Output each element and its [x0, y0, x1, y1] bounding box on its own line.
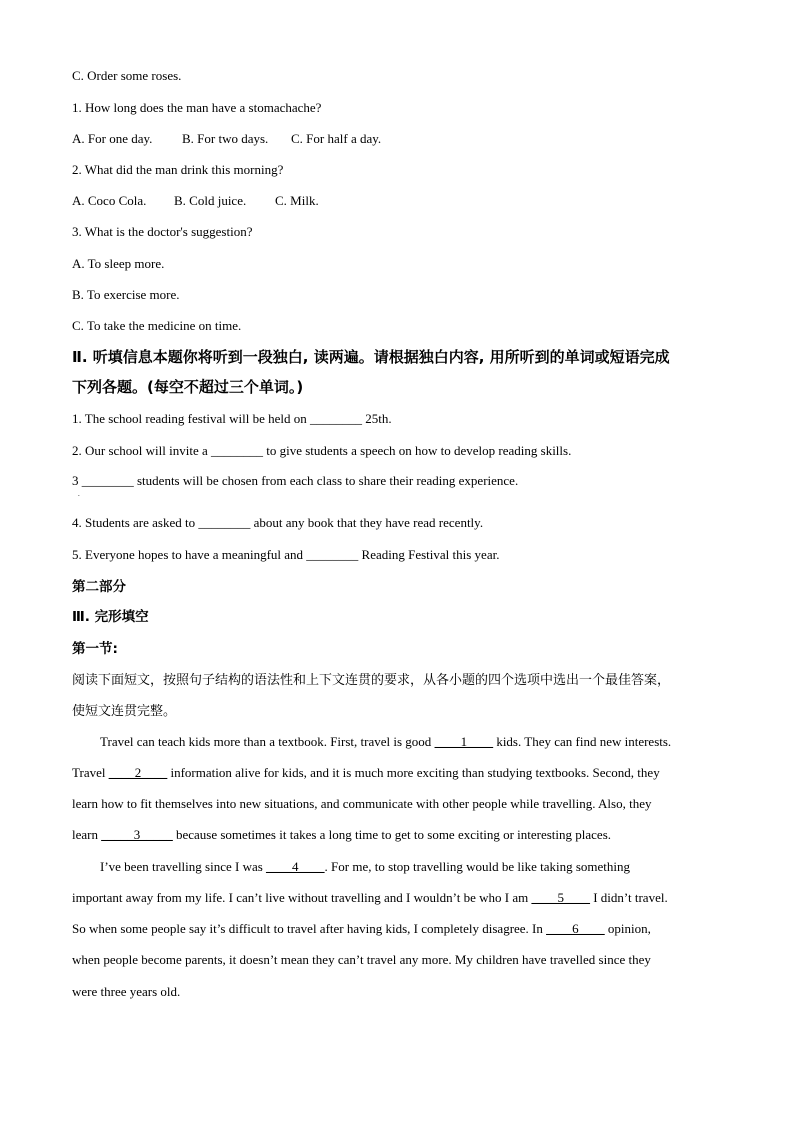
fill-item-2: 2. Our school will invite a ________ to give students a speech on how to develop reading skills.	[72, 443, 572, 458]
q2-option-b: B. Cold juice.	[174, 193, 247, 208]
question-2-options	[72, 193, 319, 209]
blank-5: ____5____	[531, 890, 590, 905]
question-2: 2. What did the man drink this morning?	[72, 162, 284, 177]
blank-1: ____1____	[434, 734, 494, 749]
q3-option-a: A. To sleep more.	[72, 256, 165, 271]
question-1-options	[72, 131, 381, 147]
instructions-line-2: 使短文连贯完整。	[72, 704, 177, 719]
passage-line: when people become parents, it doesn’t mean they can’t travel any more. My children have travelled since they	[72, 952, 651, 967]
stray-dot: .	[78, 490, 80, 498]
passage-line: I’ve been travelling since I was ____4____. For me, to stop travelling would be like taking something	[100, 859, 631, 874]
q2-option-c: C. Milk.	[275, 193, 319, 208]
q1-option-c: C. For half a day.	[291, 131, 382, 146]
q3-option-c: C. To take the medicine on time.	[72, 318, 242, 333]
blank-4: ____4____	[266, 859, 325, 874]
section-3-heading: Ⅲ. 完形填空	[72, 609, 149, 625]
section-2-heading-line-1: Ⅱ. 听填信息本题你将听到一段独白, 读两遍。请根据独白内容, 用所听到的单词或短语完成	[72, 348, 670, 366]
blank-2: ____2____	[108, 765, 168, 780]
q3-option-b: B. To exercise more.	[72, 287, 180, 302]
passage-line: learn how to fit themselves into new situations, and communicate with other people while travelling. Also, they	[72, 796, 652, 811]
question-3: 3. What is the doctor's suggestion?	[72, 224, 253, 239]
passage-line: So when some people say it’s difficult to travel after having kids, I completely disagree. In ____6____ opinion,	[72, 921, 651, 936]
question-1: 1. How long does the man have a stomachache?	[72, 100, 322, 115]
fill-item-3: 3 ________ students will be chosen from each class to share their reading experience.	[72, 473, 519, 488]
q1-option-b: B. For two days.	[182, 131, 269, 146]
passage-line: learn _____3_____ because sometimes it takes a long time to get to some exciting or interesting places.	[72, 827, 612, 842]
fill-item-4: 4. Students are asked to ________ about any book that they have read recently.	[72, 515, 484, 530]
option-order-roses: C. Order some roses.	[72, 68, 182, 83]
blank-6: ____6____	[546, 921, 605, 936]
blank-3: _____3_____	[101, 827, 173, 842]
section-2-heading-line-2: 下列各题。(每空不超过三个单词。)	[72, 378, 304, 396]
subsection-title: 第一节:	[72, 641, 118, 657]
part-two-title: 第二部分	[72, 579, 126, 595]
passage-line: important away from my life. I can’t live without travelling and I wouldn’t be who I am ____5____ I didn’t travel.	[72, 890, 668, 905]
fill-item-5: 5. Everyone hopes to have a meaningful and ________ Reading Festival this year.	[72, 547, 500, 562]
q1-option-a: A. For one day.	[72, 131, 153, 146]
q2-option-a: A. Coco Cola.	[72, 193, 147, 208]
passage-line: were three years old.	[72, 984, 181, 999]
fill-item-1: 1. The school reading festival will be held on ________ 25th.	[72, 411, 392, 426]
instructions-line-1: 阅读下面短文，按照句子结构的语法性和上下文连贯的要求，从各小题的四个选项中选出一个最佳答案，	[72, 673, 671, 688]
passage-line: Travel ____2____ information alive for kids, and it is much more exciting than studying textbooks. Second, they	[72, 765, 660, 780]
passage-line: Travel can teach kids more than a textbook. First, travel is good ____1____ kids. They can find new interests.	[100, 734, 672, 749]
